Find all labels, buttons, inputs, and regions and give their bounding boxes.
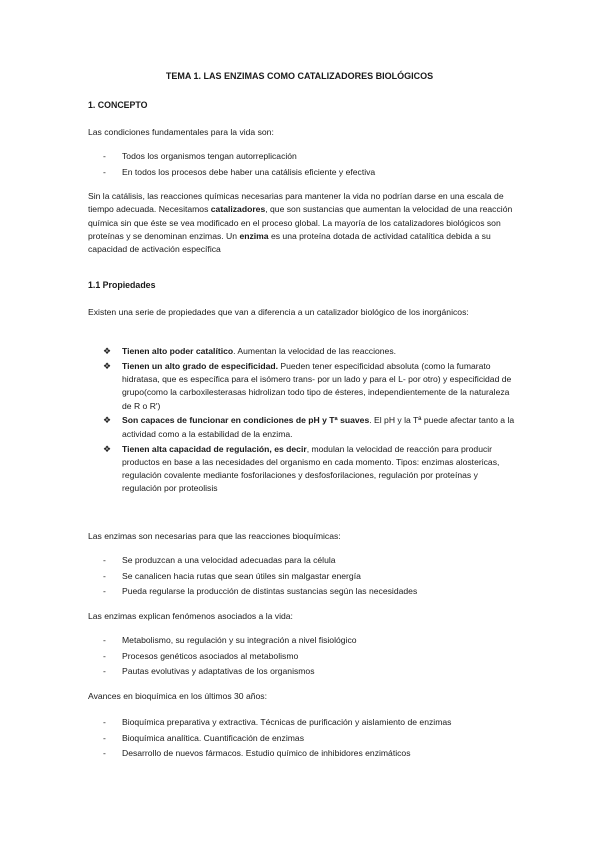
property-item: ❖ Son capaces de funcionar en condiciones de pH y Tª suaves. El pH y la Tª puede afectar tanto a la actividad como a la estabilidad de la enzima. xyxy=(103,415,515,439)
list-item: - Bioquímica analítica. Cuantificación de enzimas xyxy=(103,732,523,748)
diamond-star-icon: ❖ xyxy=(103,346,112,356)
list-item: - Todos los organismos tengan autorreplicación xyxy=(103,150,523,166)
propiedades-intro: Existen una serie de propiedades que van a diferencia a un catalizador biológico de los inorgánicos: xyxy=(88,307,469,317)
property-item: ❖ Tienen alta capacidad de regulación, es decir, modulan la velocidad de reacción para producir productos en base a las necesidades del organismo en cada momento. Tipos: enzimas alostericas, regulación covalente mediante fosforilaciones y desfosforilaciones, regulación por proteínas y regulación por proteolisis xyxy=(103,443,500,494)
diamond-star-icon: ❖ xyxy=(103,360,112,371)
list-item: - Se produzcan a una velocidad adecuadas para la célula xyxy=(103,554,523,570)
reactions-intro: Las enzimas son necesarias para que las reacciones bioquímicas: xyxy=(88,531,341,541)
list-item: - En todos los procesos debe haber una catálisis eficiente y efectiva xyxy=(103,166,523,182)
advances-list xyxy=(103,716,523,763)
list-item: - Desarrollo de nuevos fármacos. Estudio químico de inhibidores enzimáticos xyxy=(103,747,523,763)
list-item: - Bioquímica preparativa y extractiva. Técnicas de purificación y aislamiento de enzimas xyxy=(103,716,523,732)
list-item: - Procesos genéticos asociados al metabolismo xyxy=(103,650,523,666)
diamond-star-icon: ❖ xyxy=(103,443,112,454)
concepto-intro: Las condiciones fundamentales para la vida son: xyxy=(88,127,274,137)
phenomena-list xyxy=(103,634,523,681)
section-heading-concepto: 1. CONCEPTO xyxy=(88,100,148,110)
diamond-star-icon: ❖ xyxy=(103,415,112,426)
advances-intro: Avances en bioquímica en los últimos 30 años: xyxy=(88,691,267,701)
conditions-list xyxy=(103,150,523,181)
property-item: ❖ Tienen alto poder catalítico. Aumentan la velocidad de las reacciones. xyxy=(103,345,515,358)
document-title: TEMA 1. LAS ENZIMAS COMO CATALIZADORES BIOLÓGICOS xyxy=(165,71,434,81)
property-item: ❖ Tienen un alto grado de especificidad. Pueden tener especificidad absoluta (como la fumarato hidratasa, que es específica para el isómero trans- por un lado y para el L- por otro) y especificidad de grupo(como la carboxilesterasas hidrolizan todo tipo de ésteres, independientemente de la naturaleza de R o R') xyxy=(103,360,512,411)
term-catalizadores: catalizadores xyxy=(210,204,266,215)
list-item: - Pautas evolutivas y adaptativas de los organismos xyxy=(103,665,523,681)
term-enzima: enzima xyxy=(239,230,269,241)
catalysis-paragraph: Sin la catálisis, las reacciones químicas necesarias para mantener la vida no podrían darse en una escala de tiempo adecuada. Necesitamos catalizadores, que son sustancias que aumentan la velocidad de una reacción química sin que éste se vea modificado en el proceso global. La mayoría de los catalizadores biológicos son proteínas y se denominan enzimas. Un enzima es una proteína dotada de actividad catalítica debida a su capacidad de activación específica xyxy=(88,191,513,255)
phenomena-intro: Las enzimas explican fenómenos asociados a la vida: xyxy=(88,611,293,621)
list-item: - Metabolismo, su regulación y su integración a nivel fisiológico xyxy=(103,634,523,650)
list-item: - Se canalicen hacia rutas que sean útiles sin malgastar energía xyxy=(103,570,523,586)
properties-list xyxy=(103,345,515,497)
reactions-list xyxy=(103,554,523,601)
section-heading-propiedades: 1.1 Propiedades xyxy=(88,280,156,290)
list-item: - Pueda regularse la producción de distintas sustancias según las necesidades xyxy=(103,585,523,601)
